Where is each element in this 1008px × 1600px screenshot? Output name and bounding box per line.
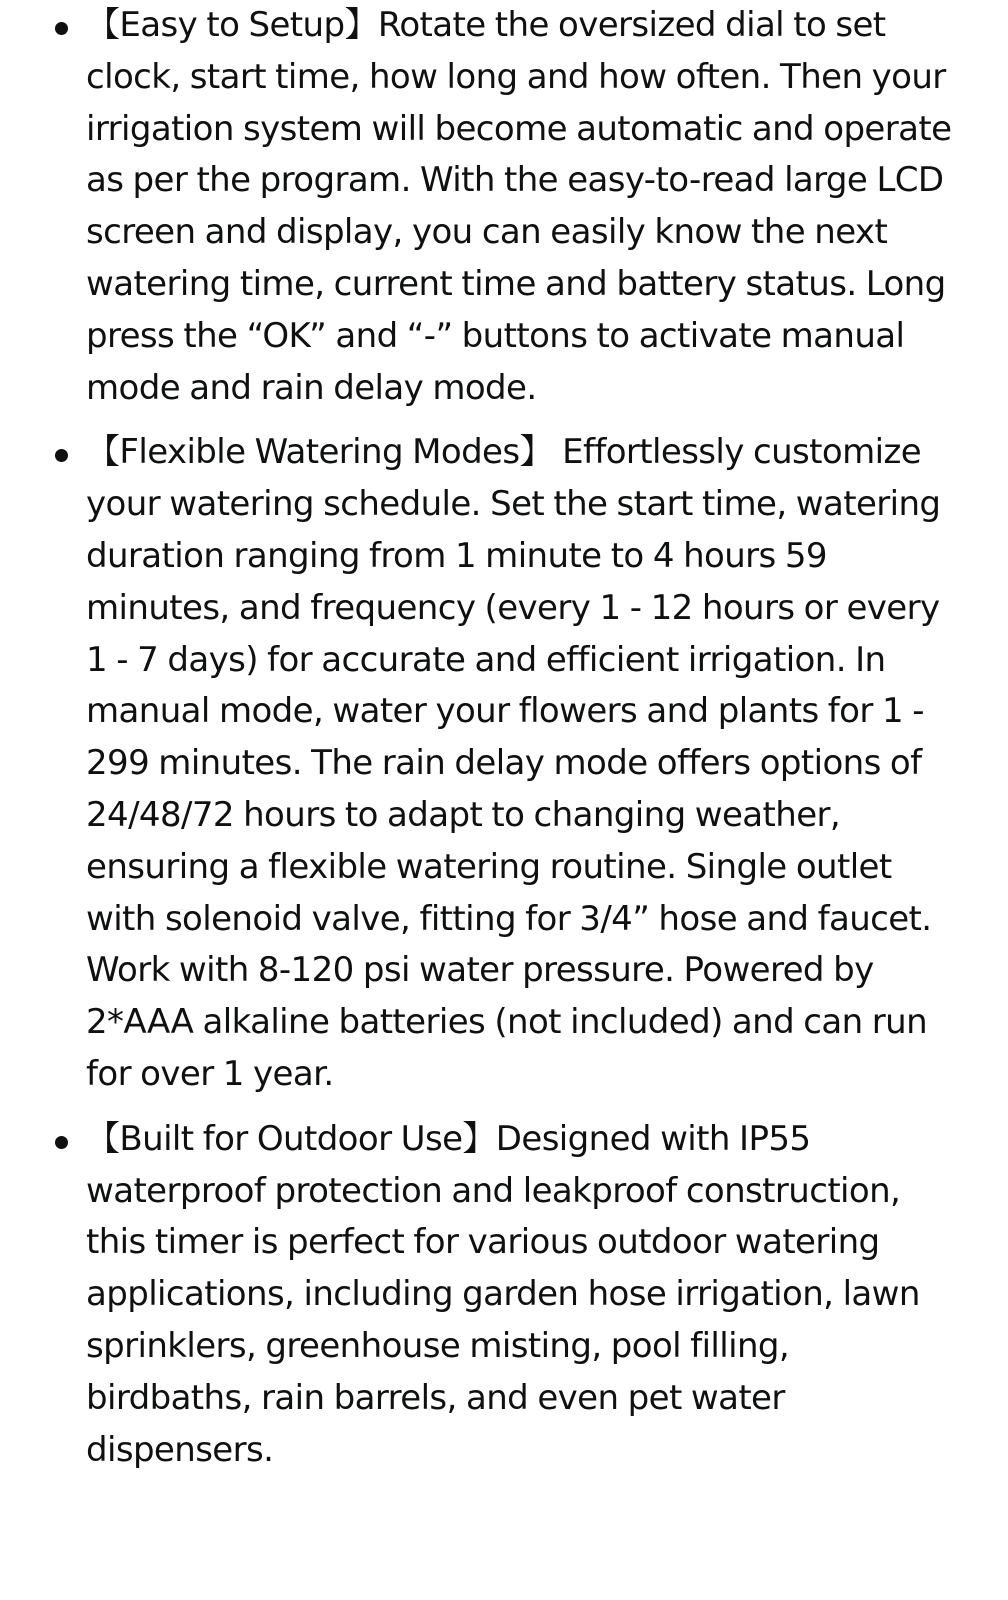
- bullet-text: 【Flexible Watering Modes】 Effortlessly customize your watering schedule. Set the start time, watering duration ranging from 1 minute to 4 hours 59 minutes, and frequency (every 1 - 12 hours or every 1 - 7 days) for accurate and efficient irrigation. In manual mode, water your flowers and plants for 1 - 299 minutes. The rain delay mode offers options of 24/48/72 hours to adapt to changing weather, ensuring a flexible watering routine. Single outlet with solenoid valve, fitting for 3/4” hose and faucet. Work with 8-120 psi water pressure. Powered by 2*AAA alkaline batteries (not included) and can run for over 1 year.: [86, 432, 941, 1094]
- bullet-dot-icon: [55, 449, 68, 462]
- bullet-item-easy-setup: [0, 0, 1008, 414]
- bullet-item-outdoor-use: [0, 1114, 1008, 1477]
- bullet-text: 【Easy to Setup】Rotate the oversized dial to set clock, start time, how long and how often. Then your irrigation system will become automatic and operate as per the program. With the easy-to-read large LCD screen and display, you can easily know the next watering time, current time and battery status. Long press the “OK” and “-” buttons to activate manual mode and rain delay mode.: [86, 5, 952, 408]
- bullet-text: 【Built for Outdoor Use】Designed with IP55 waterproof protection and leakproof construction, this timer is perfect for various outdoor watering applications, including garden hose irrigation, lawn sprinklers, greenhouse misting, pool filling, birdbaths, rain barrels, and even pet water dispensers.: [86, 1118, 920, 1470]
- bullet-dot-icon: [55, 1136, 68, 1149]
- bullet-item-flexible-modes: [0, 427, 1008, 1100]
- bullet-dot-icon: [55, 22, 68, 35]
